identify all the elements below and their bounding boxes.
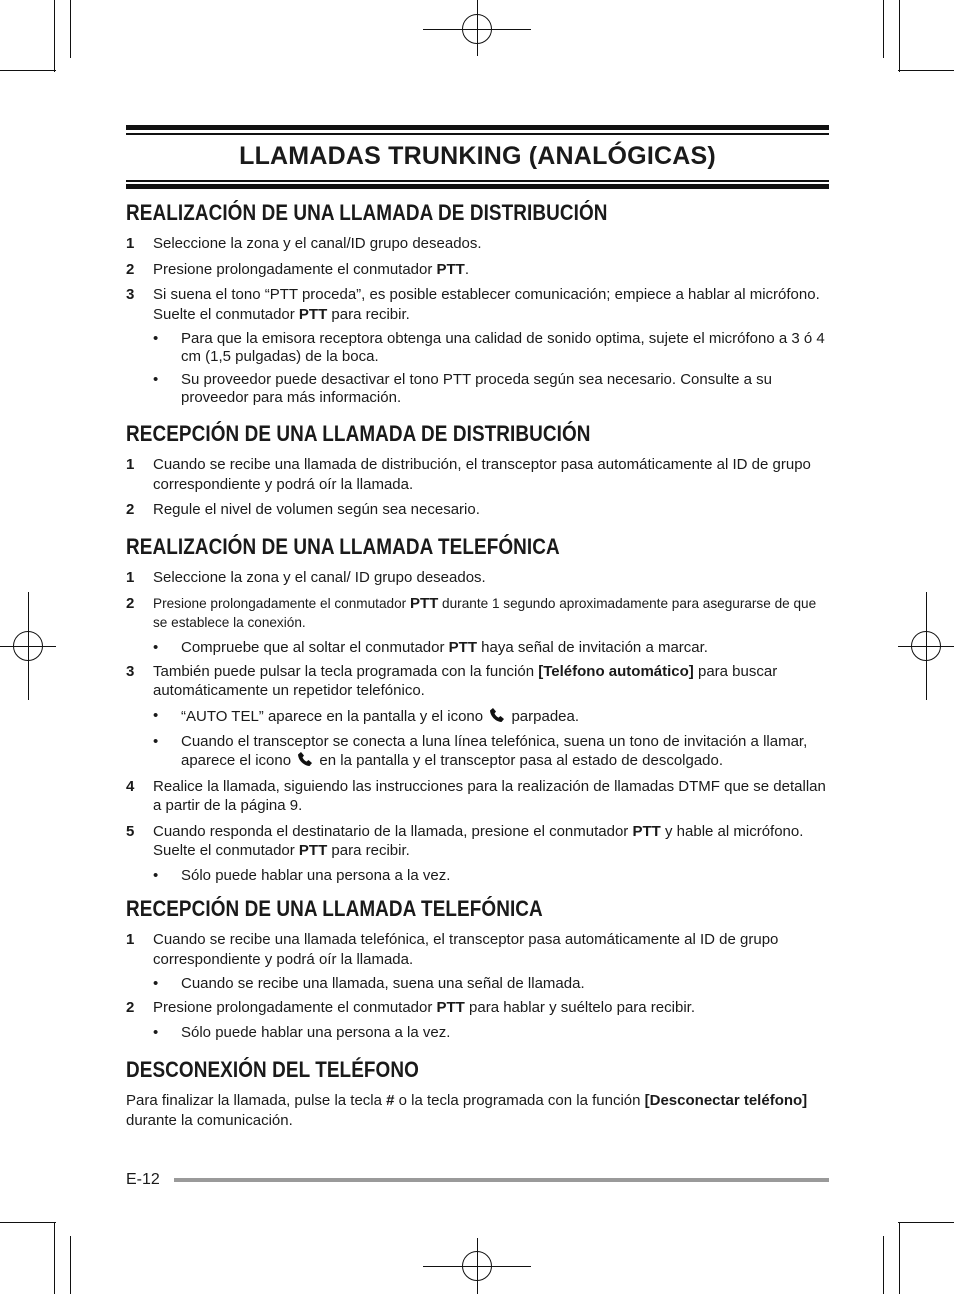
bullet-text: Cuando el transceptor se conecta a luna línea telefónica, suena un tono de invitación a llamar, aparece el icono <box>181 732 808 769</box>
paragraph-text: durante la comunicación. <box>126 1112 293 1129</box>
section-title: RECEPCIÓN DE UNA LLAMADA DE DISTRIBUCIÓN <box>126 421 591 446</box>
step-text: Cuando se recibe una llamada telefónica, el transceptor pasa automáticamente al ID de grupo correspondiente y podrá oír la llamada. <box>153 931 779 968</box>
step-text: para recibir. <box>327 842 410 859</box>
step-text: . <box>464 260 470 278</box>
step-number: 1 <box>126 456 135 473</box>
step-item <box>126 822 829 861</box>
page-title: LLAMADAS TRUNKING (ANALÓGICAS) <box>239 142 716 170</box>
hash-key-label: # <box>386 1092 395 1109</box>
bullet-item <box>126 975 829 993</box>
section-title: RECEPCIÓN DE UNA LLAMADA TELEFÓNICA <box>126 896 543 921</box>
bullet-text: Su proveedor puede desactivar el tono PTT proceda según sea necesario. Consulte a su proveedor para más información. <box>181 371 772 406</box>
step-item <box>126 234 829 254</box>
step-text: para recibir. <box>327 305 410 323</box>
ptt-key-label: PTT <box>409 594 439 612</box>
bullet-text: Sólo puede hablar una persona a la vez. <box>181 866 451 884</box>
step-number: 2 <box>126 999 135 1016</box>
footer-rule <box>174 1178 829 1182</box>
section-telephone-call-receiving <box>126 896 829 1047</box>
ptt-key-label: PTT <box>436 260 465 278</box>
bullet-mark: • <box>153 1023 159 1041</box>
ptt-key-label: PTT <box>298 842 328 859</box>
step-number: 1 <box>126 569 135 586</box>
step-item <box>126 455 829 494</box>
function-key-label: [Teléfono automático] <box>538 662 694 680</box>
bullet-mark: • <box>153 638 159 656</box>
section-title: REALIZACIÓN DE UNA LLAMADA DE DISTRIBUCIÓN <box>126 200 608 225</box>
bullet-mark: • <box>153 732 159 750</box>
title-rule-top-thick <box>126 125 829 130</box>
step-item <box>126 594 829 633</box>
bullet-item <box>126 330 829 366</box>
step-number: 4 <box>126 777 135 795</box>
step-item <box>126 260 829 280</box>
ptt-key-label: PTT <box>448 638 477 656</box>
step-number: 2 <box>126 501 135 518</box>
step-text: Presione prolongadamente el conmutador <box>153 595 410 611</box>
title-rule-bottom-thin <box>126 180 829 182</box>
bullet-text: “AUTO TEL” aparece en la pantalla y el icono <box>181 707 484 725</box>
phone-handset-icon <box>297 751 313 772</box>
ptt-key-label: PTT <box>298 305 328 323</box>
bullet-item <box>126 639 829 657</box>
step-text: Presione prolongadamente el conmutador <box>153 260 437 278</box>
bullet-mark: • <box>153 330 159 347</box>
step-item <box>126 930 829 969</box>
step-text: Cuando se recibe una llamada de distribución, el transceptor pasa automáticamente al ID de grupo correspondiente y podrá oír la llamada. <box>153 456 811 493</box>
title-rule-top-thin <box>126 133 829 135</box>
bullet-text: haya señal de invitación a marcar. <box>477 638 708 656</box>
page-number: E-12 <box>126 1171 160 1188</box>
section-title: REALIZACIÓN DE UNA LLAMADA TELEFÓNICA <box>126 534 560 559</box>
section-dispatch-call-receiving <box>126 421 829 526</box>
section-dispatch-call-placing <box>126 200 829 412</box>
paragraph-text: Para finalizar la llamada, pulse la tecla <box>126 1092 387 1109</box>
step-text: Regule el nivel de volumen según sea necesario. <box>153 501 480 518</box>
bullet-text: en la pantalla y el transceptor pasa al estado de descolgado. <box>319 751 724 769</box>
step-item <box>126 998 829 1018</box>
step-text: Si suena el tono “PTT proceda”, es posible establecer comunicación; empiece a hablar al micrófono. Suelte el conmutador <box>153 286 820 323</box>
step-number: 1 <box>126 931 135 948</box>
section-title: DESCONEXIÓN DEL TELÉFONO <box>126 1057 419 1082</box>
bullet-mark: • <box>153 866 159 884</box>
bullet-item <box>126 1024 829 1042</box>
bullet-item <box>126 867 829 885</box>
step-item <box>126 285 829 324</box>
step-text: y hable al micrófono. Suelte el conmutador <box>153 822 804 859</box>
bullet-text: Para que la emisora receptora obtenga una calidad de sonido optima, sujete el micrófono a 3 ó 4 cm (1,5 pulgadas) de la boca. <box>181 330 825 365</box>
section-telephone-call-placing <box>126 534 829 890</box>
paragraph <box>126 1091 829 1131</box>
bullet-text: Sólo puede hablar una persona a la vez. <box>181 1023 451 1041</box>
ptt-key-label: PTT <box>436 999 465 1016</box>
title-rule-bottom-thick <box>126 184 829 189</box>
step-text: Presione prolongadamente el conmutador <box>153 999 437 1016</box>
step-text: También puede pulsar la tecla programada con la función <box>153 662 539 680</box>
step-text: para buscar automáticamente un repetidor telefónico. <box>153 662 778 699</box>
function-key-label: [Desconectar teléfono] <box>644 1092 808 1109</box>
step-number: 2 <box>126 260 135 278</box>
phone-handset-icon <box>489 707 505 728</box>
step-text: Cuando responda el destinatario de la llamada, presione el conmutador <box>153 822 633 840</box>
step-item <box>126 662 829 701</box>
step-text: Seleccione la zona y el canal/ID grupo deseados. <box>153 235 482 252</box>
bullet-text: Compruebe que al soltar el conmutador <box>181 638 449 656</box>
paragraph-text: o la tecla programada con la función <box>394 1092 645 1109</box>
step-number: 3 <box>126 662 135 680</box>
bullet-text: parpadea. <box>511 707 580 725</box>
step-item <box>126 500 829 520</box>
step-item <box>126 777 829 816</box>
step-text: Realice la llamada, siguiendo las instrucciones para la realización de llamadas DTMF que se detallan a partir de la página 9. <box>153 777 826 814</box>
bullet-mark: • <box>153 706 159 724</box>
bullet-item <box>126 733 829 772</box>
section-telephone-disconnect <box>126 1057 829 1131</box>
step-item <box>126 568 829 588</box>
step-text: durante 1 segundo aproximadamente para asegurarse de que se establece la conexión. <box>153 595 817 630</box>
bullet-mark: • <box>153 975 159 992</box>
bullet-item <box>126 371 829 407</box>
step-number: 5 <box>126 822 135 840</box>
step-number: 2 <box>126 594 135 612</box>
step-number: 3 <box>126 286 135 303</box>
bullet-mark: • <box>153 371 159 388</box>
bullet-item <box>126 707 829 728</box>
bullet-text: Cuando se recibe una llamada, suena una señal de llamada. <box>181 975 585 992</box>
step-text: para hablar y suéltelo para recibir. <box>464 999 695 1016</box>
step-text: Seleccione la zona y el canal/ ID grupo deseados. <box>153 569 486 586</box>
ptt-key-label: PTT <box>632 822 661 840</box>
step-number: 1 <box>126 235 135 252</box>
